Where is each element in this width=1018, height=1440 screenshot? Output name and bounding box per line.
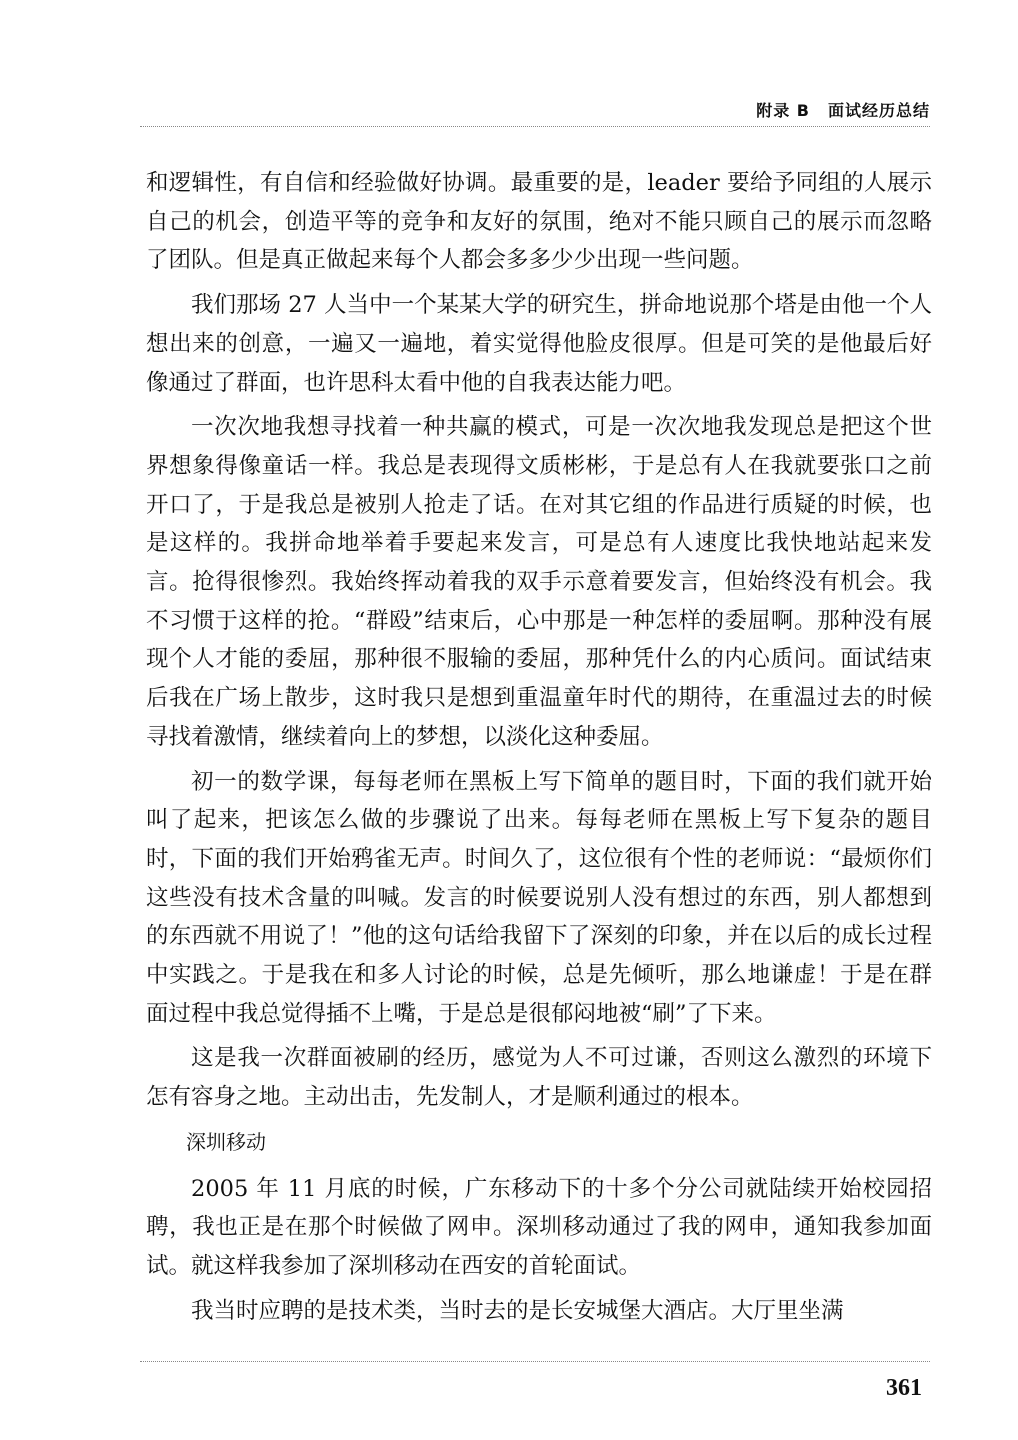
chapter-title: 面试经历总结	[827, 101, 930, 120]
appendix-label: 附录 B	[756, 101, 810, 120]
paragraph: 2005 年 11 月底的时候，广东移动下的十多个分公司就陆续开始校园招聘，我也正是在那个时候做了网申。深圳移动通过了我的网申，通知我参加面试。就这样我参加了深圳移动在西安的首轮面试。	[146, 1175, 932, 1279]
page-body	[146, 164, 932, 1330]
header-rule	[140, 126, 930, 127]
paragraph: 一次次地我想寻找着一种共赢的模式，可是一次次地我发现总是把这个世界想象得像童话一样。我总是表现得文质彬彬，于是总有人在我就要张口之前开口了，于是我总是被别人抢走了话。在对其它组的作品进行质疑的时候，也是这样的。我拼命地举着手要起来发言，可是总有人速度比我快地站起来发言。抢得很惨烈。我始终挥动着我的双手示意着要发言，但始终没有机会。我不习惯于这样的抢。“群殴”结束后，心中那是一种怎样的委屈啊。那种没有展现个人才能的委屈，那种很不服输的委屈，那种凭什么的内心质问。面试结束后我在广场上散步，这时我只是想到重温童年时代的期待，在重温过去的时候寻找着激情，继续着向上的梦想，以淡化这种委屈。	[146, 414, 932, 750]
paragraph: 我们那场 27 人当中一个某某大学的研究生，拼命地说那个塔是由他一个人想出来的创意，一遍又一遍地，着实觉得他脸皮很厚。但是可笑的是他最后好像通过了群面，也许思科太看中他的自我表达能力吧。	[146, 292, 932, 396]
page-number: 361	[886, 1375, 922, 1401]
paragraph: 初一的数学课，每每老师在黑板上写下简单的题目时，下面的我们就开始叫了起来，把该怎么做的步骤说了出来。每每老师在黑板上写下复杂的题目时，下面的我们开始鸦雀无声。时间久了，这位很有个性的老师说：“最烦你们这些没有技术含量的叫喊。发言的时候要说别人没有想过的东西，别人都想到的东西就不用说了！”他的这句话给我留下了深刻的印象，并在以后的成长过程中实践之。于是我在和多人讨论的时候，总是先倾听，那么地谦虚！于是在群面过程中我总觉得插不上嘴，于是总是很郁闷地被“刷”了下来。	[146, 768, 932, 1027]
running-header	[756, 98, 930, 121]
section-heading: 深圳移动	[186, 1129, 266, 1154]
paragraph: 我当时应聘的是技术类，当时去的是长安城堡大酒店。大厅里坐满	[191, 1297, 844, 1324]
footer-rule	[140, 1361, 930, 1362]
paragraph: 这是我一次群面被刷的经历，感觉为人不可过谦，否则这么激烈的环境下怎有容身之地。主动出击，先发制人，才是顺利通过的根本。	[146, 1045, 932, 1111]
paragraph-continued: 和逻辑性，有自信和经验做好协调。最重要的是，leader 要给予同组的人展示自己的机会，创造平等的竞争和友好的氛围，绝对不能只顾自己的展示而忽略了团队。但是真正做起来每个人都会多多少少出现一些问题。	[146, 170, 932, 274]
